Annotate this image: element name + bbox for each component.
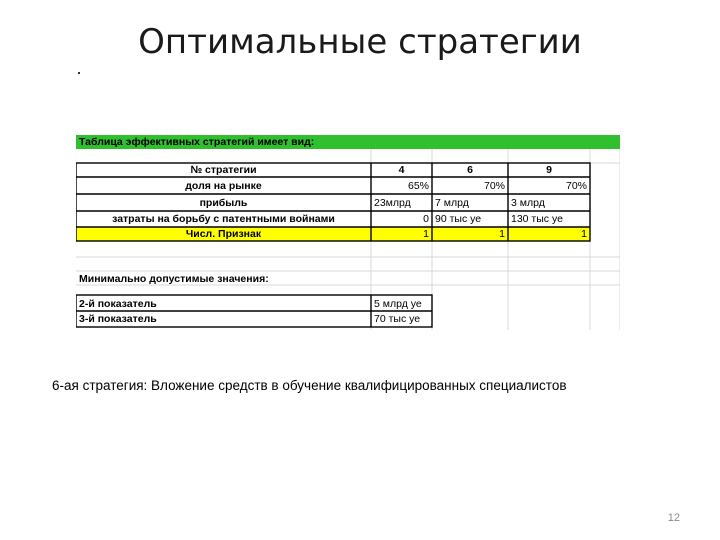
table2-heading: Минимально допустимые значения: xyxy=(79,273,269,285)
table-cell: 5 млрд уе xyxy=(374,298,422,310)
table-cell: 23млрд xyxy=(374,197,411,209)
header-col: 9 xyxy=(546,164,552,176)
spreadsheet-image xyxy=(76,135,620,330)
table-cell: 1 xyxy=(423,228,429,240)
slide-title: Оптимальные стратегии xyxy=(138,22,582,62)
row-label: 2-й показатель xyxy=(79,298,157,310)
row-label: доля на рынке xyxy=(185,180,262,192)
slide-caption: 6-ая стратегия: Вложение средств в обучение квалифицированных специалистов xyxy=(52,378,567,393)
page-number: 12 xyxy=(667,512,680,524)
table-cell: 130 тыс уе xyxy=(511,213,563,225)
header-col: 6 xyxy=(467,164,473,176)
table-cell: 70% xyxy=(483,180,505,192)
table-cell: 1 xyxy=(499,228,505,240)
table-cell: 1 xyxy=(581,228,587,240)
table-cell: 0 xyxy=(423,213,429,225)
bullet-dot xyxy=(78,72,80,74)
table-cell: 65% xyxy=(407,180,429,192)
row-label: Числ. Признак xyxy=(185,228,262,240)
table-cell: 7 млрд xyxy=(435,197,469,209)
row-label: 3-й показатель xyxy=(79,313,157,325)
header-label: № стратегии xyxy=(190,164,257,176)
header-col: 4 xyxy=(398,164,405,176)
table-cell: 70 тыс уе xyxy=(374,313,421,325)
table-cell: 90 тыс уе xyxy=(435,213,482,225)
table-heading: Таблица эффективных стратегий имеет вид: xyxy=(79,136,315,148)
row-label: прибыль xyxy=(199,197,248,209)
table-cell: 3 млрд xyxy=(511,197,545,209)
row-label: затраты на борьбу с патентными войнами xyxy=(112,213,335,225)
table-cell: 70% xyxy=(565,180,587,192)
